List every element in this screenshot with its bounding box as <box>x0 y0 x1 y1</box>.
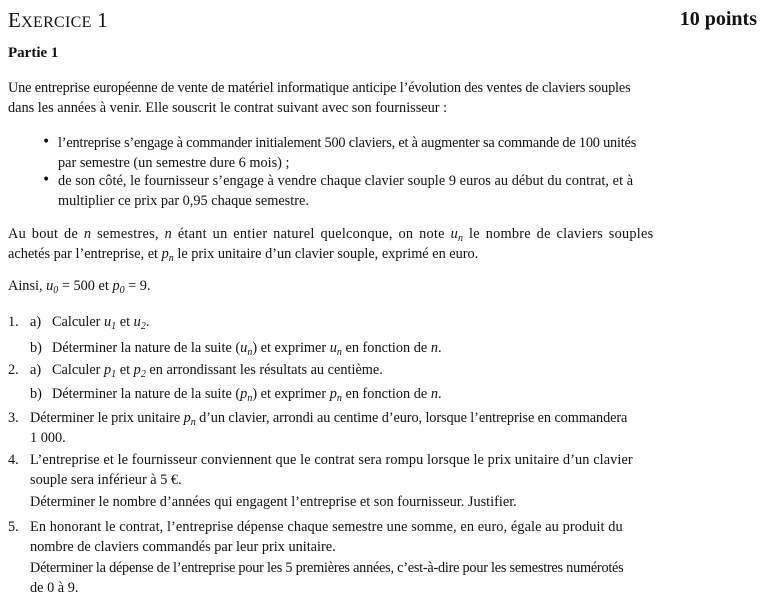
text: étant un entier naturel quelconque, on note <box>177 226 445 242</box>
math-p-0 <box>112 278 124 294</box>
bullet-2-line-1: de son côté, le fournisseur s’engage à vendre chaque clavier souple 9 euros au début du contrat, et à <box>58 173 634 189</box>
math-u: u <box>46 278 54 294</box>
question-4-line-2: souple sera inférieur à 5 €. <box>30 472 182 488</box>
text: en fonction de <box>345 386 428 402</box>
text: Calculer <box>52 362 101 378</box>
subscript: n <box>336 347 342 358</box>
math-p: p <box>329 386 337 402</box>
math-u-n <box>451 226 464 242</box>
title-initial: E <box>8 8 22 32</box>
bullet-2-line-2: multiplier ce prix par 0,95 chaque semestre. <box>58 193 309 209</box>
question-2a-label: a) <box>30 362 42 378</box>
question-1a-label: a) <box>30 314 42 330</box>
subscript: 2 <box>140 321 146 332</box>
question-4-line-3: Déterminer le nombre d’années qui engagent l’entreprise et son fournisseur. Justifier. <box>30 494 517 510</box>
text: ) et exprimer <box>252 340 327 356</box>
title-rest: XERCICE <box>21 14 92 31</box>
text: = 9. <box>128 278 151 294</box>
math-n: n <box>430 340 438 356</box>
math-p: p <box>104 362 112 378</box>
question-3-number: 3. <box>8 410 19 426</box>
question-1b-text <box>52 339 442 357</box>
bullet-1-line-1: l’entreprise s’engage à commander initialement 500 claviers, et à augmenter sa commande de 100 unités <box>58 135 637 151</box>
subscript: 1 <box>111 369 117 380</box>
math-p-n <box>240 386 252 402</box>
question-5-line-2: nombre de claviers commandés par leur prix unitaire. <box>30 539 336 555</box>
text: ) et exprimer <box>252 386 327 402</box>
math-n: n <box>430 386 438 402</box>
question-4-line-1: L’entreprise et le fournisseur conviennent que le contrat sera rompu lorsque le prix unitaire d’un clavier <box>30 452 633 468</box>
text: Déterminer la nature de la suite ( <box>52 340 241 356</box>
text: Calculer <box>52 314 101 330</box>
text: . <box>437 340 442 356</box>
question-5-line-4: de 0 à 9. <box>30 580 79 596</box>
math-u-n <box>330 340 342 356</box>
question-2b-text <box>52 385 442 403</box>
text: . <box>437 386 442 402</box>
text: le nombre de claviers souples <box>469 226 654 242</box>
math-p-1 <box>104 362 116 378</box>
intro-line-2: dans les années à venir. Elle souscrit le contrat suivant avec son fournisseur : <box>8 100 448 116</box>
math-p-n <box>184 410 196 426</box>
question-1-number: 1. <box>8 314 19 330</box>
math-p-2 <box>134 362 146 378</box>
definition-line-1 <box>8 225 653 243</box>
math-u: u <box>133 314 141 330</box>
math-p: p <box>183 410 191 426</box>
math-u-0 <box>46 278 58 294</box>
text: semestres, <box>97 226 159 242</box>
points-label: 10 points <box>679 8 757 30</box>
subscript: 1 <box>111 321 117 332</box>
subscript: n <box>190 417 196 428</box>
math-u: u <box>104 314 112 330</box>
subscript: n <box>336 393 342 404</box>
subscript: 2 <box>140 369 146 380</box>
text: . <box>145 314 150 330</box>
initial-values <box>8 277 151 295</box>
math-p-n <box>330 386 342 402</box>
math-u-n <box>240 340 252 356</box>
text: Déterminer la nature de la suite ( <box>52 386 241 402</box>
subscript: n <box>247 347 253 358</box>
text: achetés par l’entreprise, et <box>8 246 159 262</box>
question-2b-label: b) <box>30 386 42 402</box>
text: le prix unitaire d’un clavier souple, exprimé en euro. <box>177 246 479 262</box>
question-1a-text <box>52 313 149 331</box>
text: d’un clavier, arrondi au centime d’euro, lorsque l’entreprise en commandera <box>199 410 628 426</box>
subscript: 0 <box>53 285 59 296</box>
part-heading: Partie 1 <box>8 45 59 61</box>
text: = 500 et <box>61 278 109 294</box>
question-1b-label: b) <box>30 340 42 356</box>
math-p: p <box>133 362 141 378</box>
question-2a-text <box>52 361 383 379</box>
question-3-line-1 <box>30 409 627 427</box>
text: en fonction de <box>345 340 428 356</box>
text: Ainsi, <box>8 278 43 294</box>
math-n: n <box>164 226 172 242</box>
definition-line-2 <box>8 245 478 263</box>
subscript: n <box>457 233 464 244</box>
math-u: u <box>450 226 458 242</box>
math-u: u <box>240 340 248 356</box>
question-5-line-1: En honorant le contrat, l’entreprise dépense chaque semestre une somme, en euro, égale au produit du <box>30 519 623 535</box>
exercise-title <box>8 8 108 33</box>
question-3-line-2: 1 000. <box>30 430 66 446</box>
question-2-number: 2. <box>8 362 19 378</box>
question-4-number: 4. <box>8 452 19 468</box>
subscript: n <box>247 393 253 404</box>
math-p-n <box>162 246 174 262</box>
bullet-icon: • <box>42 134 51 150</box>
text: Au bout de <box>8 226 79 242</box>
math-n: n <box>83 226 92 242</box>
title-number: 1 <box>97 8 109 32</box>
math-u: u <box>329 340 337 356</box>
intro-line-1: Une entreprise européenne de vente de matériel informatique anticipe l’évolution des ventes de claviers souples <box>8 80 631 96</box>
question-5-line-3: Déterminer la dépense de l’entreprise pour les 5 premières années, c’est-à-dire pour les semestres numérotés <box>30 560 624 576</box>
math-u-1 <box>104 314 116 330</box>
math-p: p <box>240 386 248 402</box>
text: et <box>119 362 131 378</box>
text: Déterminer le prix unitaire <box>30 410 181 426</box>
math-p: p <box>112 278 120 294</box>
question-5-number: 5. <box>8 519 19 535</box>
text: et <box>119 314 131 330</box>
math-p: p <box>161 246 169 262</box>
subscript: n <box>168 253 174 264</box>
subscript: 0 <box>119 285 125 296</box>
math-u-2 <box>134 314 146 330</box>
text: en arrondissant les résultats au centième. <box>149 362 383 378</box>
bullet-icon: • <box>42 172 51 188</box>
bullet-1-line-2: par semestre (un semestre dure 6 mois) ; <box>58 155 290 171</box>
